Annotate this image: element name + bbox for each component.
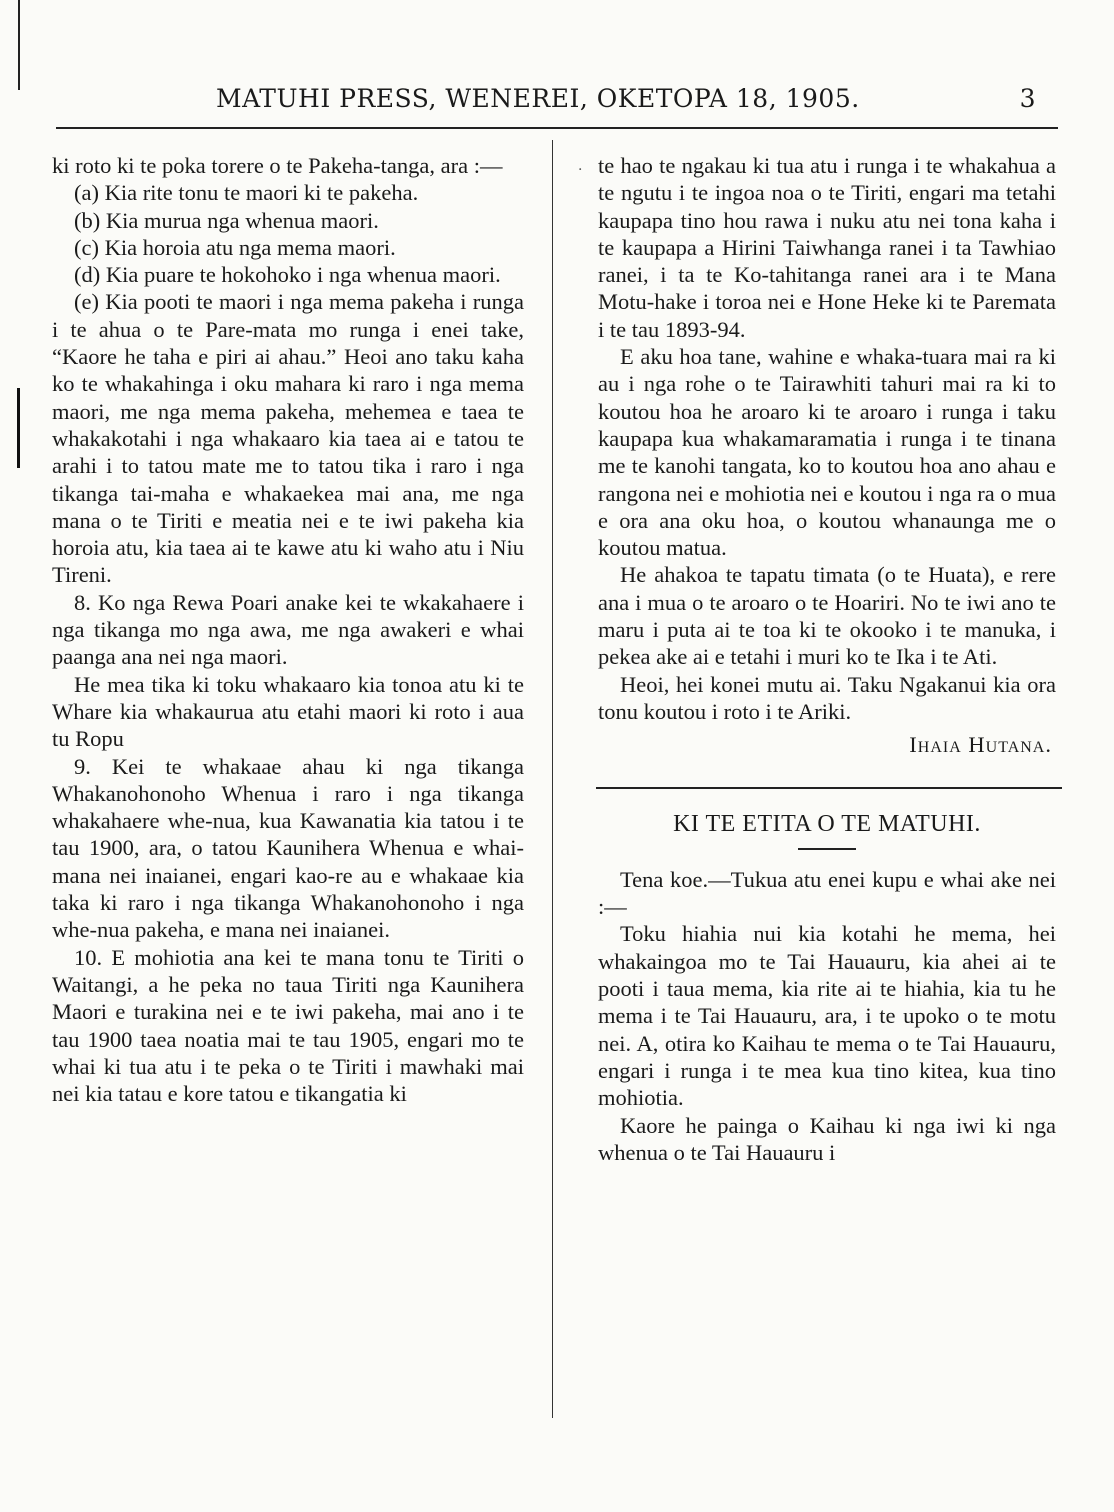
paragraph: Toku hiahia nui kia kotahi he mema, hei whakaingoa mo te Tai Hauauru, kia ahei ai te pooti i taua mema, kia rite ai te hiahia, kia tu he mema i te Tai Hauauru, ara, i te upoko o te motu nei. A, otira ko Kaihau te mema o te Tai Hauauru, engari i runga i te mea kua tino kitea, kua tino mohiotia. — [598, 921, 1056, 1111]
print-speck: · — [578, 162, 583, 178]
numbered-paragraph-10: 10. E mohiotia ana kei te mana tonu te Tiriti o Waitangi, a he peka no taua Tiriti nga Kaunihera Maori e turakina nei e te iwi pakeha, mai ano i te tau 1900 taea noatia mai te tau 1905, engari mo te whai ki tua atu i te peka o te Tiriti i mawhaki mai nei kia tatau e kore tatou e tikangatia ki — [52, 944, 524, 1107]
page-header — [56, 84, 1046, 114]
list-item-e: (e) Kia pooti te maori i nga mema pakeha i runga i te ahua o te Pare-mata mo runga i enei take, “Kaore he taha e piri ai ahau.” Heoi ano taku kaha ko te whakahinga i oku mahara ki raro i nga mema maori, me nga mema pakeha, mehemea e taea te whakakotahi i nga whakaaro kia taea ai e tatou te arahi i to tatou mate me to tatou tika i raro i nga tikanga tai-maha e whakaekea mai ana, me nga mana o te Tiriti e meatia nei e te iwi pakeha kia horoia atu, kia taea ai te kawe atu ki waho atu i Niu Tireni. — [52, 289, 524, 588]
section-title: KI TE ETITA O TE MATUHI. — [673, 810, 981, 837]
paragraph: E aku hoa tane, wahine e whaka-tuara mai ra ki au i nga rohe o te Tairawhiti tahuri mai ra ki to koutou hoa he aroaro ki te aroaro i runga i taku kaupapa kua whakamaramatia i runga i te tinana me te kanohi tangata, ko to koutou hoa ano ahau e rangona nei e mohiotia nei e koutou i nga ra o mua e ora ana oku hoa, o koutou whanaunga me o koutou matua. — [598, 344, 1056, 561]
left-column — [52, 152, 524, 1107]
paragraph: He ahakoa te tapatu timata (o te Huata), e rere ana i mua o te aroaro o te Hoariri. No te iwi ano te maru i puta ai te toa ki te okooko i te manuka, i pekea ake ai e tetahi i muri ko te Ika i te Ati. — [598, 562, 1056, 670]
paragraph: ki roto ki te poka torere o te Pakeha-tanga, ara :— — [52, 153, 503, 178]
list-item-c: (c) Kia horoia atu nga mema maori. — [74, 234, 396, 260]
title-underline — [798, 848, 856, 850]
page-edge-mark — [17, 388, 20, 468]
masthead-title: MATUHI PRESS, WENEREI, OKETOPA 18, 1905. — [216, 84, 860, 113]
numbered-paragraph-8: 8. Ko nga Rewa Poari anake kei te wkakahaere i nga tikanga mo nga awa, me nga awakeri e whai paanga ana nei nga maori. — [52, 589, 524, 670]
paragraph: He mea tika ki toku whakaaro kia tonoa atu ki te Whare kia whakaurua atu etahi maori ki roto i aua tu Ropu — [52, 671, 524, 752]
right-column — [598, 152, 1056, 1166]
paragraph: te hao te ngakau ki tua atu i runga i te whakahua a te ngutu i te ingoa noa o te Tiriti, engari ma tetahi kaupapa tino hou rawa i nuku atu nei tona kaha i te kaupapa a Hirini Taiwhanga ranei i ta Tawhiao ranei, i ta te Ko-tahitanga ranei ara i te Mana Motu-hake i toroa nei e Hone Heke ki te Paremata i te tau 1893-94. — [598, 153, 1056, 342]
signature: Ihaia Hutana. — [909, 732, 1052, 758]
list-item-b: (b) Kia murua nga whenua maori. — [74, 207, 379, 233]
page-edge-mark — [18, 0, 20, 90]
page-number: 3 — [1019, 84, 1036, 113]
paragraph: Tena koe.—Tukua atu enei kupu e whai ake nei :— — [598, 866, 1056, 920]
paragraph: Kaore he painga o Kaihau ki nga iwi ki nga whenua o te Tai Hauauru i — [598, 1112, 1056, 1165]
column-divider — [552, 140, 553, 1418]
list-item-a: (a) Kia rite tonu te maori ki te pakeha. — [74, 180, 419, 206]
numbered-paragraph-9: 9. Kei te whakaae ahau ki nga tikanga Whakanohonoho Whenua i raro i nga tikanga whakahaere whe-nua, kua Kawanatia kia tatou i te tau 1900, ara, o tatou Kaunihera Whenua e whai-mana nei inaianei, engari kao-re au e whakaae kia taka ki raro i nga tikanga Whakanohonoho i nga whe-nua pakeha, e mana nei inaianei. — [52, 753, 524, 943]
section-rule — [596, 787, 1062, 789]
header-rule — [56, 127, 1058, 129]
list-item-d: (d) Kia puare te hokohoko i nga whenua maori. — [74, 262, 501, 288]
paragraph: Heoi, hei konei mutu ai. Taku Ngakanui kia ora tonu koutou i roto i te Ariki. — [598, 671, 1056, 724]
